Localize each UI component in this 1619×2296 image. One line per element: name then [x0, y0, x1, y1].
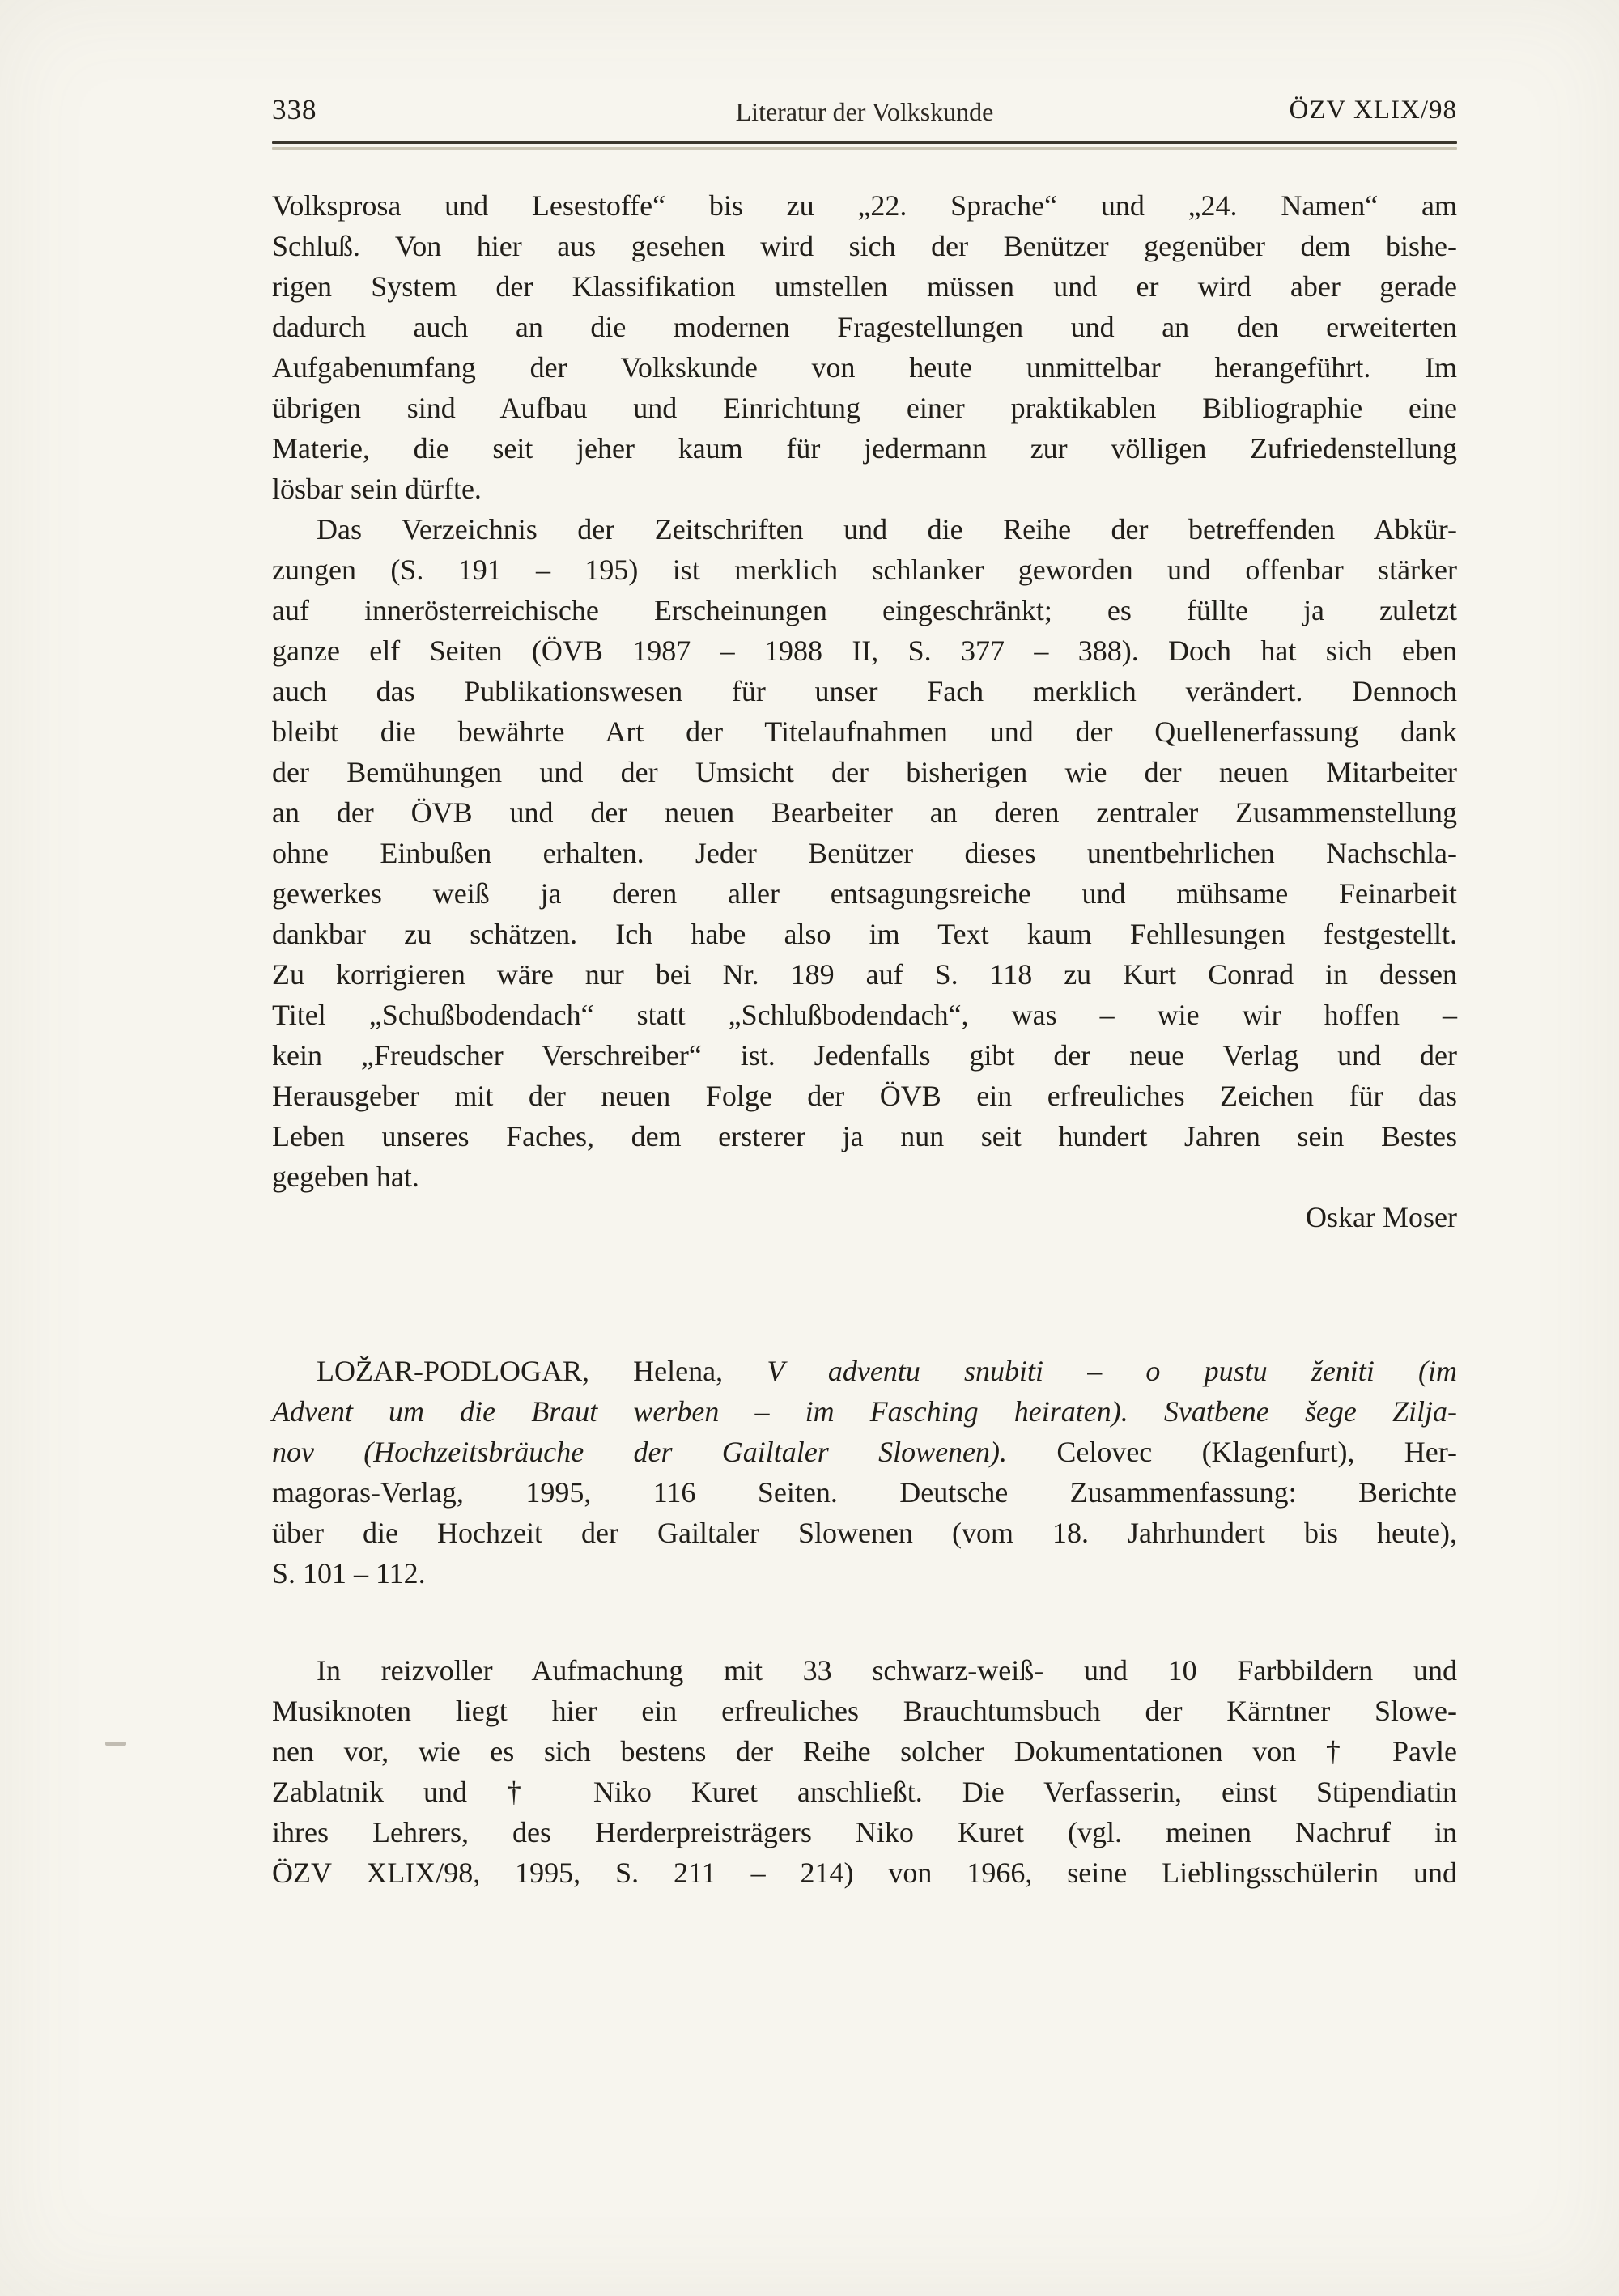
text-line: kein „Freudscher Verschreiber“ ist. Jedenfalls gibt der neue Verlag und der — [272, 1039, 1457, 1072]
text-line: der Bemühungen und der Umsicht der bisherigen wie der neuen Mitarbeiter — [272, 756, 1457, 788]
text-line: Volksprosa und Lesestoffe“ bis zu „22. Sprache“ und „24. Namen“ am — [272, 189, 1457, 222]
text-line: an der ÖVB und der neuen Bearbeiter an deren zentraler Zusammenstellung — [272, 796, 1457, 829]
reviewer-signature: Oskar Moser — [1306, 1201, 1457, 1233]
text-line: Leben unseres Faches, dem ersterer ja nun seit hundert Jahren sein Bestes — [272, 1120, 1457, 1152]
citation-lozar-podlogar — [272, 1351, 1457, 1594]
text-line: LOŽAR-PODLOGAR, Helena, V adventu snubiti – o pustu ženiti (im — [317, 1355, 1457, 1387]
text-line: lösbar sein dürfte. — [272, 473, 482, 505]
text-line: dadurch auch an die modernen Fragestellungen und an den erweiterten — [272, 311, 1457, 343]
text-line: Das Verzeichnis der Zeitschriften und die Reihe der betreffenden Abkür- — [317, 513, 1457, 545]
text-line: Musiknoten liegt hier ein erfreuliches Brauchtumsbuch der Kärntner Slowe- — [272, 1695, 1457, 1727]
text-line: Advent um die Braut werben – im Fasching heiraten). Svatbene šege Zilja- — [272, 1395, 1457, 1428]
text-line: In reizvoller Aufmachung mit 33 schwarz-weiß- und 10 Farbbildern und — [317, 1654, 1457, 1687]
page-body — [272, 185, 1457, 1893]
text-line: gewerkes weiß ja deren aller entsagungsreiche und mühsame Feinarbeit — [272, 877, 1457, 910]
scan-artifact — [105, 1742, 126, 1746]
text-line: magoras-Verlag, 1995, 116 Seiten. Deutsche Zusammenfassung: Berichte — [272, 1476, 1457, 1509]
text-line: rigen System der Klassifikation umstellen müssen und er wird aber gerade — [272, 270, 1457, 303]
review-kuret-paragraph-1 — [272, 1650, 1457, 1893]
spacer — [272, 1594, 1457, 1650]
running-title: Literatur der Volkskunde — [735, 97, 994, 126]
review-moser-paragraph-2 — [272, 509, 1457, 1197]
text-line: gegeben hat. — [272, 1161, 419, 1193]
text-line: ohne Einbußen erhalten. Jeder Benützer dieses unentbehrlichen Nachschla- — [272, 837, 1457, 869]
text-line: Zablatnik und † Niko Kuret anschließt. Die Verfasserin, einst Stipendiatin — [272, 1776, 1457, 1808]
text-line: über die Hochzeit der Gailtaler Slowenen (vom 18. Jahrhundert bis heute), — [272, 1517, 1457, 1549]
text-line: dankbar zu schätzen. Ich habe also im Text kaum Fehllesungen festgestellt. — [272, 918, 1457, 950]
text-line: ÖZV XLIX/98, 1995, S. 211 – 214) von 1966, seine Lieblingsschülerin und — [272, 1857, 1457, 1889]
page-header — [272, 91, 1457, 129]
text-line: Zu korrigieren wäre nur bei Nr. 189 auf S. 118 zu Kurt Conrad in dessen — [272, 958, 1457, 991]
text-line: nov (Hochzeitsbräuche der Gailtaler Slowenen). Celovec (Klagenfurt), Her- — [272, 1436, 1458, 1468]
text-line: S. 101 – 112. — [272, 1557, 426, 1589]
text-column — [272, 91, 1457, 1893]
page-number: 338 — [272, 94, 317, 125]
text-line: Materie, die seit jeher kaum für jedermann zur völligen Zufriedenstellung — [272, 432, 1457, 465]
text-line: ganze elf Seiten (ÖVB 1987 – 1988 II, S. 377 – 388). Doch hat sich eben — [272, 634, 1457, 667]
header-rule — [272, 141, 1457, 144]
spacer — [272, 1237, 1457, 1351]
text-line: Schluß. Von hier aus gesehen wird sich der Benützer gegenüber dem bishe- — [272, 230, 1457, 262]
review-moser-paragraph-1 — [272, 185, 1457, 509]
text-line: auf innerösterreichische Erscheinungen eingeschränkt; es füllte ja zuletzt — [272, 594, 1457, 626]
text-line: ihres Lehrers, des Herderpreisträgers Niko Kuret (vgl. meinen Nachruf in — [272, 1816, 1457, 1848]
text-line: Titel „Schußbodendach“ statt „Schlußbodendach“, was – wie wir hoffen – — [272, 999, 1457, 1031]
text-line: zungen (S. 191 – 195) ist merklich schlanker geworden und offenbar stärker — [272, 554, 1457, 586]
text-line: übrigen sind Aufbau und Einrichtung einer praktikablen Bibliographie eine — [272, 392, 1457, 424]
text-line: nen vor, wie es sich bestens der Reihe solcher Dokumentationen von † Pavle — [272, 1735, 1457, 1768]
text-line: Herausgeber mit der neuen Folge der ÖVB ein erfreuliches Zeichen für das — [272, 1080, 1457, 1112]
text-line: auch das Publikationswesen für unser Fach merklich verändert. Dennoch — [272, 675, 1457, 707]
text-line: bleibt die bewährte Art der Titelaufnahmen und der Quellenerfassung dank — [272, 715, 1457, 748]
journal-reference: ÖZV XLIX/98 — [1289, 95, 1457, 125]
header-rule-echo — [272, 147, 1457, 150]
text-line: Aufgabenumfang der Volkskunde von heute unmittelbar herangeführt. Im — [272, 351, 1457, 384]
